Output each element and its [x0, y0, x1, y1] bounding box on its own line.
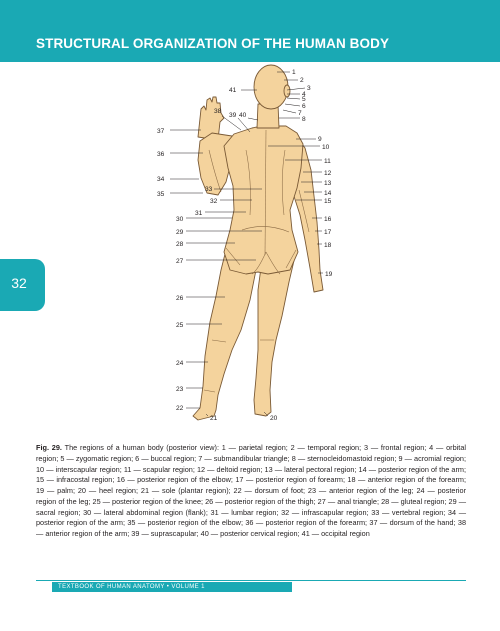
callout-39: 39	[229, 112, 237, 119]
callout-25: 25	[176, 322, 184, 329]
callout-17: 17	[324, 229, 332, 236]
footer-text: TEXTBOOK OF HUMAN ANATOMY • VOLUME 1	[58, 583, 205, 590]
callout-6: 6	[302, 103, 306, 110]
callout-28: 28	[176, 241, 184, 248]
callout-9: 9	[318, 136, 322, 143]
callout-8: 8	[302, 116, 306, 123]
callout-1: 1	[292, 69, 296, 76]
callout-18: 18	[324, 242, 332, 249]
callout-7: 7	[298, 110, 302, 117]
callout-30: 30	[176, 216, 184, 223]
callout-35: 35	[157, 191, 165, 198]
caption-label: Fig. 29.	[36, 443, 62, 453]
callout-40: 40	[239, 112, 247, 119]
callout-34: 34	[157, 176, 165, 183]
callout-15: 15	[324, 198, 332, 205]
head	[254, 65, 288, 109]
figure-caption	[36, 443, 466, 539]
callout-29: 29	[176, 229, 184, 236]
callout-3: 3	[307, 85, 311, 92]
callout-33: 33	[205, 186, 213, 193]
callout-5: 5	[302, 96, 306, 103]
callout-19: 19	[325, 271, 333, 278]
callout-24: 24	[176, 360, 184, 367]
callout-26: 26	[176, 295, 184, 302]
callout-22: 22	[176, 405, 184, 412]
callout-36: 36	[157, 151, 165, 158]
callout-41: 41	[229, 87, 237, 94]
chapter-title: STRUCTURAL ORGANIZATION OF THE HUMAN BODY	[36, 36, 390, 51]
callout-12: 12	[324, 170, 332, 177]
callout-16: 16	[324, 216, 332, 223]
caption-text: The regions of a human body (posterior view): 1 — parietal region; 2 — temporal region; 3 — frontal region; 4 — orbital region; 5 — zygomatic region; 6 — buccal region; 7 — submandibular triangle; 8 — sternocleidomastoid region; 9 — acromial region; 10 — interscapular region; 11 — scapular region; 12 — deltoid region; 13 — lateral pectoral region; 14 — posterior region of the arm; 15 — infracostal region; 16 — posterior region of the elbow; 17 — posterior region of forearm; 18 — anterior region of the forearm; 19 — palm; 20 — heel region; 21 — sole (plantar region); 22 — dorsum of foot; 23 — anterior region of the leg; 24 — posterior region of the leg; 25 — posterior region of the knee; 26 — posterior region of the thigh; 27 — anal triangle; 28 — gluteal region; 29 — sacral region; 30 — lateral abdominal region (flank); 31 — lumbar region; 32 — infrascapular region; 33 — vertebral region; 34 — posterior region of the arm; 35 — posterior region of the elbow; 36 — posterior region of the forearm; 37 — dorsum of the hand; 38 — anterior region of the arm; 39 — suprascapular; 40 — posterior cervical region; 41 — occipital region	[36, 443, 467, 538]
callout-13: 13	[324, 180, 332, 187]
callout-27: 27	[176, 258, 184, 265]
callout-37: 37	[157, 128, 165, 135]
callout-38: 38	[214, 108, 222, 115]
callout-23: 23	[176, 386, 184, 393]
callout-4: 4	[302, 91, 306, 98]
callout-11: 11	[324, 158, 331, 165]
callout-2: 2	[300, 77, 304, 84]
left-leg	[193, 250, 258, 420]
callout-32: 32	[210, 198, 218, 205]
footer-rule	[36, 580, 466, 581]
callout-20: 20	[270, 415, 278, 422]
callout-14: 14	[324, 190, 332, 197]
callout-10: 10	[322, 144, 330, 151]
callout-31: 31	[195, 210, 203, 217]
page-number: 32	[11, 275, 27, 291]
ear	[284, 85, 290, 97]
right-leg	[254, 252, 296, 416]
callout-21: 21	[210, 415, 218, 422]
